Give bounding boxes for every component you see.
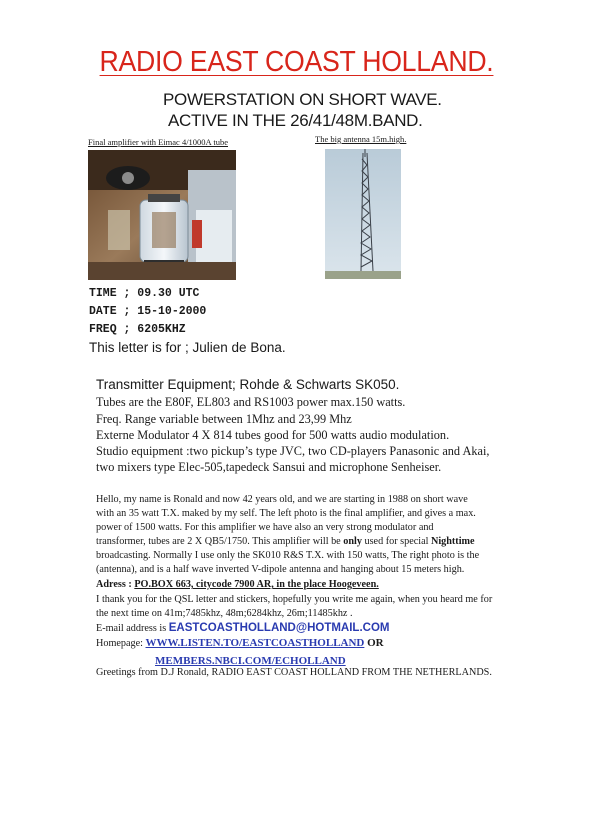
freq-field: FREQ ; 6205KHZ [89,323,186,336]
date-field: DATE ; 15-10-2000 [89,305,207,318]
greetings-line: Greetings from D.J Ronald, RADIO EAST COAST HOLLAND FROM THE NETHERLANDS. [96,667,492,678]
homepage-link-2[interactable]: MEMBERS.NBCI.COM/ECHOLLAND [155,655,346,667]
equipment-line: Studio equipment :two pickup’s type JVC, two CD-players Panasonic and Akai, [96,444,490,458]
homepage-label: Homepage: [96,638,146,649]
letter-line-nighttime [96,536,475,547]
page-title: RADIO EAST COAST HOLLAND. [99,46,494,78]
letter-recipient: This letter is for ; Julien de Bona. [89,340,286,355]
subtitle-powerstation: POWERSTATION ON SHORT WAVE. [163,90,442,109]
thanks-line: I thank you for the QSL letter and stickers, hopefully you write me again, when you heard me for [96,594,493,605]
homepage-or: OR [364,637,384,649]
equipment-heading: Transmitter Equipment; Rohde & Schwarts SK050. [96,377,400,392]
equipment-line: Externe Modulator 4 X 814 tubes good for 500 watts audio modulation. [96,428,450,442]
email-label: E-mail address is [96,623,169,634]
letter-line: with an 35 watt T.X. maked by my self. The left photo is the final amplifier, and gives a max. [96,508,476,519]
letter-line: broadcasting. Normally I use only the SK010 R&S T.X. with 150 watts, The right photo is the [96,550,480,561]
letter-emphasis-only: only [343,536,362,547]
address-value: PO.BOX 663, citycode 7900 AR, in the place Hoogeveen. [134,579,379,590]
amplifier-photo [88,150,236,280]
equipment-line: two mixers type Elec-505,tapedeck Sansui and microphone Senheiser. [96,460,442,474]
time-field: TIME ; 09.30 UTC [89,287,200,300]
letter-line: (antenna), and is a half wave inverted V-dipole antenna and hanging about 15 meters high. [96,564,465,575]
equipment-line: Freq. Range variable between 1Mhz and 23,99 Mhz [96,412,352,426]
email-line [96,622,389,634]
email-address[interactable]: EASTCOASTHOLLAND@HOTMAIL.COM [168,622,390,634]
letter-emphasis-nighttime: Nighttime [430,536,475,547]
letter-line-part: transformer, tubes are 2 X QB5/1750. This amplifier will be [96,536,344,547]
equipment-line: Tubes are the E80F, EL803 and RS1003 power max.150 watts. [96,395,406,409]
letter-line: power of 1500 watts. For this amplifier we have also an very strong modulator and [96,522,434,533]
thanks-line: the next time on 41m;7485khz, 48m;6284khz, 26m;11485khz . [96,608,353,619]
homepage-link-1[interactable]: WWW.LISTEN.TO/EASTCOASTHOLLAND [145,637,365,649]
letter-line-part: used for special [361,536,431,547]
subtitle-bands: ACTIVE IN THE 26/41/48M.BAND. [168,111,423,130]
photo-right-caption: The big antenna 15m.high. [315,134,407,144]
address-line [96,579,379,590]
photo-left-caption: Final amplifier with Eimac 4/1000A tube [88,137,228,147]
letter-line: Hello, my name is Ronald and now 42 years old, and we are starting in 1988 on short wave [96,494,468,505]
homepage-line [96,637,384,649]
antenna-photo [325,149,401,279]
address-label: Adress : [96,579,135,590]
